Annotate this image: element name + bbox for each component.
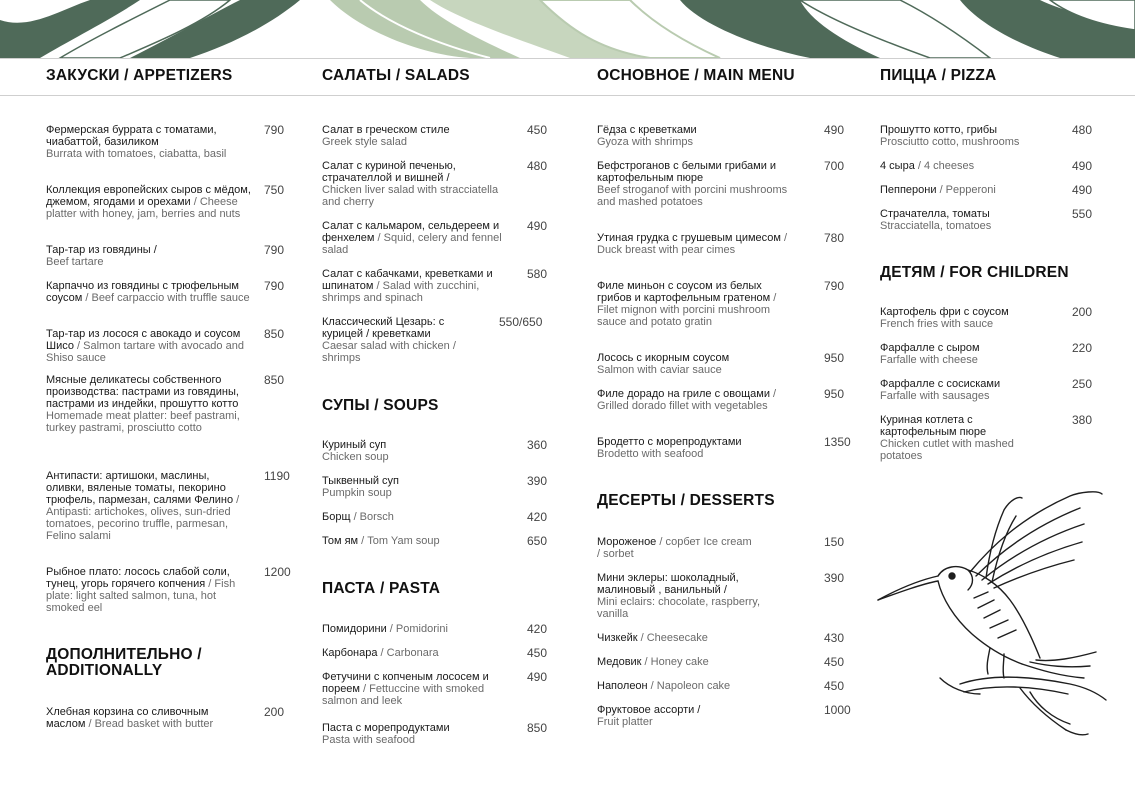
menu-item [597,536,757,560]
item-price: 490 [1072,159,1093,173]
item-name-ru: Фруктовое ассорти / [597,704,701,716]
item-name-ru: Рыбное плато: лосось слабой соли, тунец, угорь горячего копчения [46,566,230,590]
item-name-ru: Фарфалле с сыром [880,342,980,354]
item-price: 790 [264,123,285,137]
item-name-ru: Салат с кабачками, креветками и шпинатом [322,268,493,292]
section-title-additionally: ДОПОЛНИТЕЛЬНО / ADDITIONALLY [46,646,202,679]
menu-item [46,706,246,730]
item-price: 790 [824,279,845,293]
item-price: 700 [824,159,845,173]
menu-item [597,632,787,644]
menu-item [322,124,502,148]
item-price: 480 [527,159,548,173]
item-name-en: / Pepperoni [936,184,996,196]
item-price: 420 [527,510,548,524]
item-price: 850 [264,373,285,387]
item-name-en: Homemade meat platter: beef pastrami, turkey pastrami, prosciutto cotto [46,410,240,434]
item-name-ru: Салат с куриной печенью, страчателлой и вишней / [322,160,456,184]
item-price: 200 [264,705,285,719]
item-name-ru: Картофель фри с соусом [880,306,1009,318]
item-name-en: / Honey cake [641,656,709,668]
menu-item [322,647,502,659]
item-name-en: / Cheesecake [637,632,708,644]
item-name-ru: Паста с морепродуктами [322,722,450,734]
item-name-ru: Пепперони [880,184,937,196]
item-name-ru: Куриная котлета с картофельным пюре [880,414,987,438]
item-name-ru: Прошутто котто, грибы [880,124,998,136]
menu-item [880,414,1040,462]
item-name-en: Farfalle with sausages [880,390,990,402]
menu-item [880,342,1060,366]
menu-item [597,388,797,412]
item-price: 360 [527,438,548,452]
item-name-ru: Борщ [322,511,351,523]
section-title-children: ДЕТЯМ / FOR CHILDREN [880,264,1069,281]
item-name-en: Greek style salad [322,136,407,148]
item-name-ru: Карпаччо из говядины с трюфельным соусом [46,280,239,304]
item-price: 250 [1072,377,1093,391]
item-name-en: Beef tartare [46,256,104,268]
item-name-en: / Napoleon cake [647,680,731,692]
item-name-ru: Хлебная корзина со сливочным маслом [46,706,209,730]
menu-item [880,160,1060,172]
item-price: 550/650 [499,315,543,329]
item-name-ru: Фарфалле с сосисками [880,378,1001,390]
menu-item [46,244,258,268]
item-price: 580 [527,267,548,281]
item-price: 850 [527,721,548,735]
menu-item [880,208,1060,232]
item-name-en: Salmon with caviar sauce [597,364,722,376]
item-price: 490 [527,219,548,233]
item-name-en: / Tom Yam soup [358,535,440,547]
menu-item [46,566,242,614]
item-name-ru: Утиная грудка с грушевым цимесом [597,232,781,244]
item-price: 1200 [264,565,291,579]
menu-item [322,316,472,364]
menu-item [322,722,502,746]
item-name-en: Mini eclairs: chocolate, raspberry, vanilla [597,596,761,620]
menu-item [322,220,522,256]
item-name-ru: Классический Цезарь: с курицей / креветками [322,316,445,340]
menu-item [322,535,502,547]
item-name-ru: Гёдза с креветками [597,124,697,136]
item-price: 480 [1072,123,1093,137]
item-price: 220 [1072,341,1093,355]
item-name-en: Burrata with tomatoes, ciabatta, basil [46,148,227,160]
menu-item [597,352,797,376]
item-price: 450 [824,655,845,669]
menu-item [597,680,787,692]
item-name-ru: Медовик [597,656,642,668]
menu-item [46,470,242,542]
item-name-en: Pasta with seafood [322,734,415,746]
item-name-en: Pumpkin soup [322,487,392,499]
item-price: 380 [1072,413,1093,427]
item-name-ru: Салат в греческом стиле [322,124,450,136]
menu-item [322,160,502,208]
menu-item [597,280,797,328]
item-price: 200 [1072,305,1093,319]
item-name-en: Stracciatella, tomatoes [880,220,992,232]
menu-item [597,124,797,148]
item-name-en: Brodetto with seafood [597,448,704,460]
item-price: 420 [527,622,548,636]
item-price: 790 [264,243,285,257]
item-name-en: Chicken cutlet with mashed potatoes [880,438,1014,462]
section-title-desserts: ДЕСЕРТЫ / DESSERTS [597,492,775,509]
item-name-ru: Тар-тар из говядины / [46,244,157,256]
section-title-appetizers: ЗАКУСКИ / APPETIZERS [46,67,233,84]
item-name-en: / Borsch [350,511,394,523]
item-name-en: / Fettuccine with smoked salmon and leek [322,683,485,707]
item-name-ru: Помидорини [322,623,387,635]
item-name-en: / Carbonara [377,647,439,659]
item-name-en: Chicken liver salad with stracciatella and cherry [322,184,499,208]
menu-item [322,623,502,635]
item-price: 750 [264,183,285,197]
menu-item [880,378,1060,402]
item-price: 1350 [824,435,851,449]
tropical-leaves-icon [0,0,1135,58]
item-name-ru: Карбонара [322,647,378,659]
item-name-en: Fruit platter [597,716,653,728]
item-name-ru: Мини эклеры: шоколадный, малиновый , ванильный / [597,572,739,596]
item-name-ru: Наполеон [597,680,648,692]
menu-item [46,280,258,304]
item-price: 150 [824,535,845,549]
item-name-ru: Филе миньон с соусом из белых грибов и картофельным гратеном [597,280,771,304]
item-name-ru: Бродетто с морепродуктами [597,436,742,448]
item-name-ru: Бефстроганов с белыми грибами и картофельным пюре [597,160,777,184]
menu-item [46,374,268,434]
item-name-ru: Фермерская буррата с томатами, чиабаттой, базиликом [46,124,217,148]
section-title-pizza: ПИЦЦА / PIZZA [880,67,997,84]
menu-item [880,306,1060,330]
item-name-ru: Том ям [322,535,359,547]
item-name-en: / Squid, celery and fennel salad [322,232,502,256]
item-name-en: / Fish plate: light salted salmon, tuna, hot smoked eel [46,578,236,614]
item-name-en: Chicken soup [322,451,389,463]
item-name-ru: Мороженое [597,536,657,548]
item-price: 450 [824,679,845,693]
item-name-ru: Чизкейк [597,632,638,644]
item-price: 390 [527,474,548,488]
menu-item [880,184,1060,196]
item-name-en: / Filet mignon with porcini mushroom sauce and potato gratin [597,292,777,328]
item-name-ru: Лосось с икорным соусом [597,352,730,364]
item-name-ru: Коллекция европейских сыров с мёдом, джемом, ягодами и орехами [46,184,251,208]
item-name-en: Farfalle with cheese [880,354,978,366]
menu-item [597,160,797,208]
menu-item [597,572,787,620]
item-price: 430 [824,631,845,645]
menu-item [322,475,502,499]
item-name-en: / Pomidorini [386,623,448,635]
item-price: 450 [527,123,548,137]
item-name-en: Beef stroganof with porcini mushrooms and mashed potatoes [597,184,788,208]
item-price: 490 [824,123,845,137]
menu-item [597,704,787,728]
item-name-en: Prosciutto cotto, mushrooms [880,136,1020,148]
menu-item [880,124,1060,148]
item-name-en: / Grilled dorado fillet with vegetables [597,388,777,412]
item-name-en: / Salmon tartare with avocado and Shiso sauce [46,340,244,364]
hummingbird-illustration [870,488,1110,753]
section-title-soups: СУПЫ / SOUPS [322,397,439,414]
menu-item [322,511,502,523]
item-name-en: / Cheese platter with honey, jam, berries and nuts [46,196,241,220]
item-name-ru: Тыквенный суп [322,475,400,487]
item-name-en: Caesar salad with chicken / shrimps [322,340,456,364]
menu-item [322,268,512,304]
item-name-ru: Филе дорадо на гриле с овощами [597,388,770,400]
item-price: 490 [1072,183,1093,197]
item-price: 490 [527,670,548,684]
menu-item [597,656,787,668]
top-divider [0,58,1135,59]
item-price: 850 [264,327,285,341]
item-name-en: / Bread basket with butter [85,718,214,730]
item-price: 1190 [264,469,290,483]
item-name-ru: Антипасти: артишоки, маслины, оливки, вяленые томаты, пекорино трюфель, пармезан, салями Фелино [46,470,234,506]
item-name-en: / Antipasti: artichokes, olives, sun-dried tomatoes, pecorino truffle, parmesan, Felino salami [46,494,240,542]
item-price: 790 [264,279,285,293]
menu-item [322,439,502,463]
menu-item [46,328,258,364]
item-price: 390 [824,571,845,585]
leaf-banner [0,0,1135,58]
item-name-ru: Мясные деликатесы собственного производства: пастрами из говядины, пастрами из индейки, прошутто котто [46,374,239,410]
item-name-ru: Салат с кальмаром, сельдереем и фенхелем [322,220,500,244]
section-title-main: ОСНОВНОЕ / MAIN MENU [597,67,795,84]
item-price: 1000 [824,703,851,717]
item-name-en: / Salad with zucchini, shrimps and spinach [322,280,480,304]
item-name-en: French fries with sauce [880,318,994,330]
item-price: 550 [1072,207,1093,221]
item-price: 650 [527,534,548,548]
item-name-ru: 4 сыра [880,160,915,172]
menu-item [322,671,522,707]
hummingbird-icon [870,488,1110,748]
menu-item [597,436,797,460]
item-price: 780 [824,231,845,245]
item-name-ru: Куриный суп [322,439,387,451]
menu-item [46,124,258,160]
item-name-en: / 4 cheeses [914,160,975,172]
item-price: 450 [527,646,548,660]
item-name-ru: Тар-тар из лосося с авокадо и соусом Шисо [46,328,241,352]
menu-item [46,184,258,220]
section-title-salads: САЛАТЫ / SALADS [322,67,470,84]
item-name-ru: Страчателла, томаты [880,208,990,220]
item-name-ru: Фетучини с копченым лососем и пореем [322,671,489,695]
item-name-en: / Duck breast with pear cimes [597,232,788,256]
item-price: 950 [824,387,845,401]
item-name-en: / сорбет Ice cream / sorbet [597,536,752,560]
item-name-en: / Beef carpaccio with truffle sauce [82,292,250,304]
item-name-en: Gyoza with shrimps [597,136,693,148]
item-price: 950 [824,351,845,365]
section-title-pasta: ПАСТА / PASTA [322,580,441,597]
menu-item [597,232,797,256]
header-divider [0,95,1135,96]
